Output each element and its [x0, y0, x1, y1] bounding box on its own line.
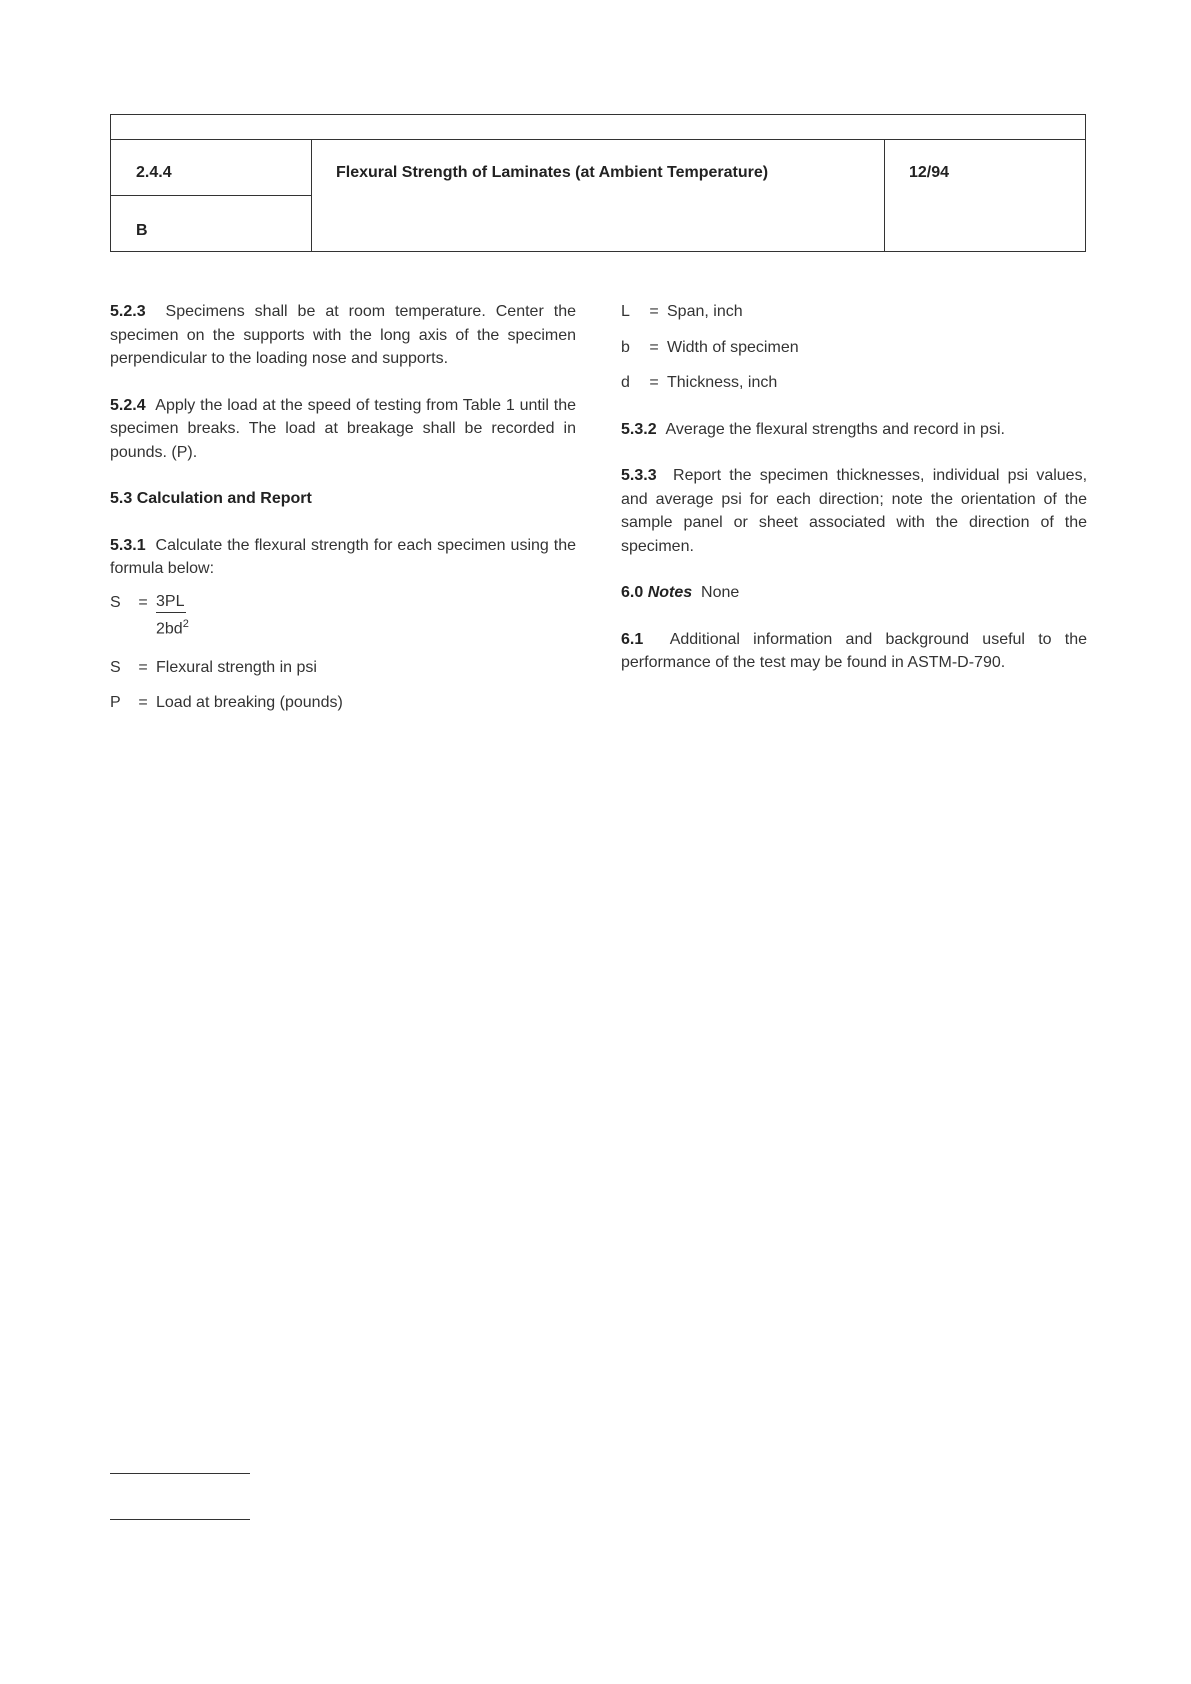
- paragraph-text: Additional information and background useful to the performance of the test may be found in ASTM-D-790.: [621, 630, 1088, 671]
- definition-text: Flexural strength in psi: [156, 658, 317, 676]
- paragraph-number: 5.2.4: [110, 396, 146, 414]
- paragraph-5-3-1: [110, 534, 576, 581]
- paragraph-text: Report the specimen thicknesses, individual psi values, and average psi for each direction; note the orientation of the sample panel or sheet associated with the direction of the specimen.: [621, 467, 1088, 555]
- formula-denominator: [156, 613, 189, 640]
- paragraph-text: Calculate the flexural strength for each specimen using the formula below:: [110, 536, 577, 577]
- definition-s: [110, 656, 576, 680]
- formula-equals: =: [138, 593, 148, 611]
- paragraph-5-3-2: [621, 418, 1087, 442]
- paragraph-6-0: [621, 581, 1087, 605]
- definition-symbol: L: [621, 303, 630, 320]
- document-title: Flexural Strength of Laminates (at Ambient Temperature): [336, 164, 769, 181]
- header-top-strip: [111, 115, 1085, 140]
- definition-b: [621, 336, 1087, 360]
- header-divider-1: [311, 139, 312, 251]
- definition-symbol: b: [621, 338, 630, 356]
- notes-label: Notes: [647, 584, 693, 601]
- definition-symbol: P: [110, 694, 121, 712]
- paragraph-number: 5.3.1: [110, 536, 146, 554]
- definition-l: [621, 300, 1087, 324]
- paragraph-5-2-3: [110, 300, 576, 371]
- definition-text: Thickness, inch: [667, 374, 778, 391]
- paragraph-number: 5.3.2: [621, 420, 657, 438]
- definition-d: [621, 371, 1087, 395]
- formula-denominator-base: 2bd: [156, 619, 183, 637]
- footer-rule-2: [110, 1519, 250, 1520]
- heading-5-3: 5.3 Calculation and Report: [110, 490, 312, 507]
- right-column: [621, 300, 1087, 698]
- paragraph-number: 6.0: [621, 584, 644, 601]
- definition-text: Span, inch: [667, 303, 743, 320]
- formula-numerator: 3PL: [156, 591, 186, 613]
- section-number: 2.4.4: [136, 164, 172, 181]
- definition-text: Width of specimen: [667, 338, 799, 356]
- definition-equals: =: [138, 694, 148, 712]
- paragraph-number: 6.1: [621, 630, 644, 648]
- header-divider-2: [884, 139, 885, 251]
- paragraph-text: Average the flexural strengths and record in psi.: [665, 420, 1005, 438]
- section-letter: B: [136, 222, 148, 239]
- definition-text: Load at breaking (pounds): [156, 694, 343, 712]
- formula-lhs: S: [110, 593, 121, 611]
- formula-fraction: [156, 591, 189, 640]
- footer-rule-1: [110, 1473, 250, 1474]
- paragraph-5-2-4: [110, 394, 576, 465]
- header-table: [110, 114, 1086, 252]
- definition-equals: =: [649, 338, 659, 356]
- paragraph-text: Apply the load at the speed of testing from Table 1 until the specimen breaks. The load at breakage shall be recorded in pounds. (P).: [110, 396, 576, 461]
- formula-exponent: 2: [182, 617, 189, 630]
- document-date: 12/94: [909, 164, 950, 181]
- definition-symbol: S: [110, 658, 121, 676]
- definition-equals: =: [649, 303, 659, 320]
- paragraph-5-3-3: [621, 464, 1087, 558]
- paragraph-number: 5.3.3: [621, 467, 657, 484]
- definition-symbol: d: [621, 374, 630, 391]
- definition-equals: =: [138, 658, 148, 676]
- flexural-formula: [110, 591, 576, 640]
- definition-equals: =: [649, 374, 659, 391]
- paragraph-6-1: [621, 628, 1087, 675]
- paragraph-text: Specimens shall be at room temperature. Center the specimen on the supports with the long axis of the specimen perpendicular to the loading nose and supports.: [110, 303, 576, 367]
- definition-p: [110, 691, 576, 715]
- paragraph-number: 5.2.3: [110, 303, 146, 320]
- left-column: [110, 300, 576, 727]
- paragraph-text: None: [701, 584, 740, 601]
- header-cell-divider: [111, 195, 311, 196]
